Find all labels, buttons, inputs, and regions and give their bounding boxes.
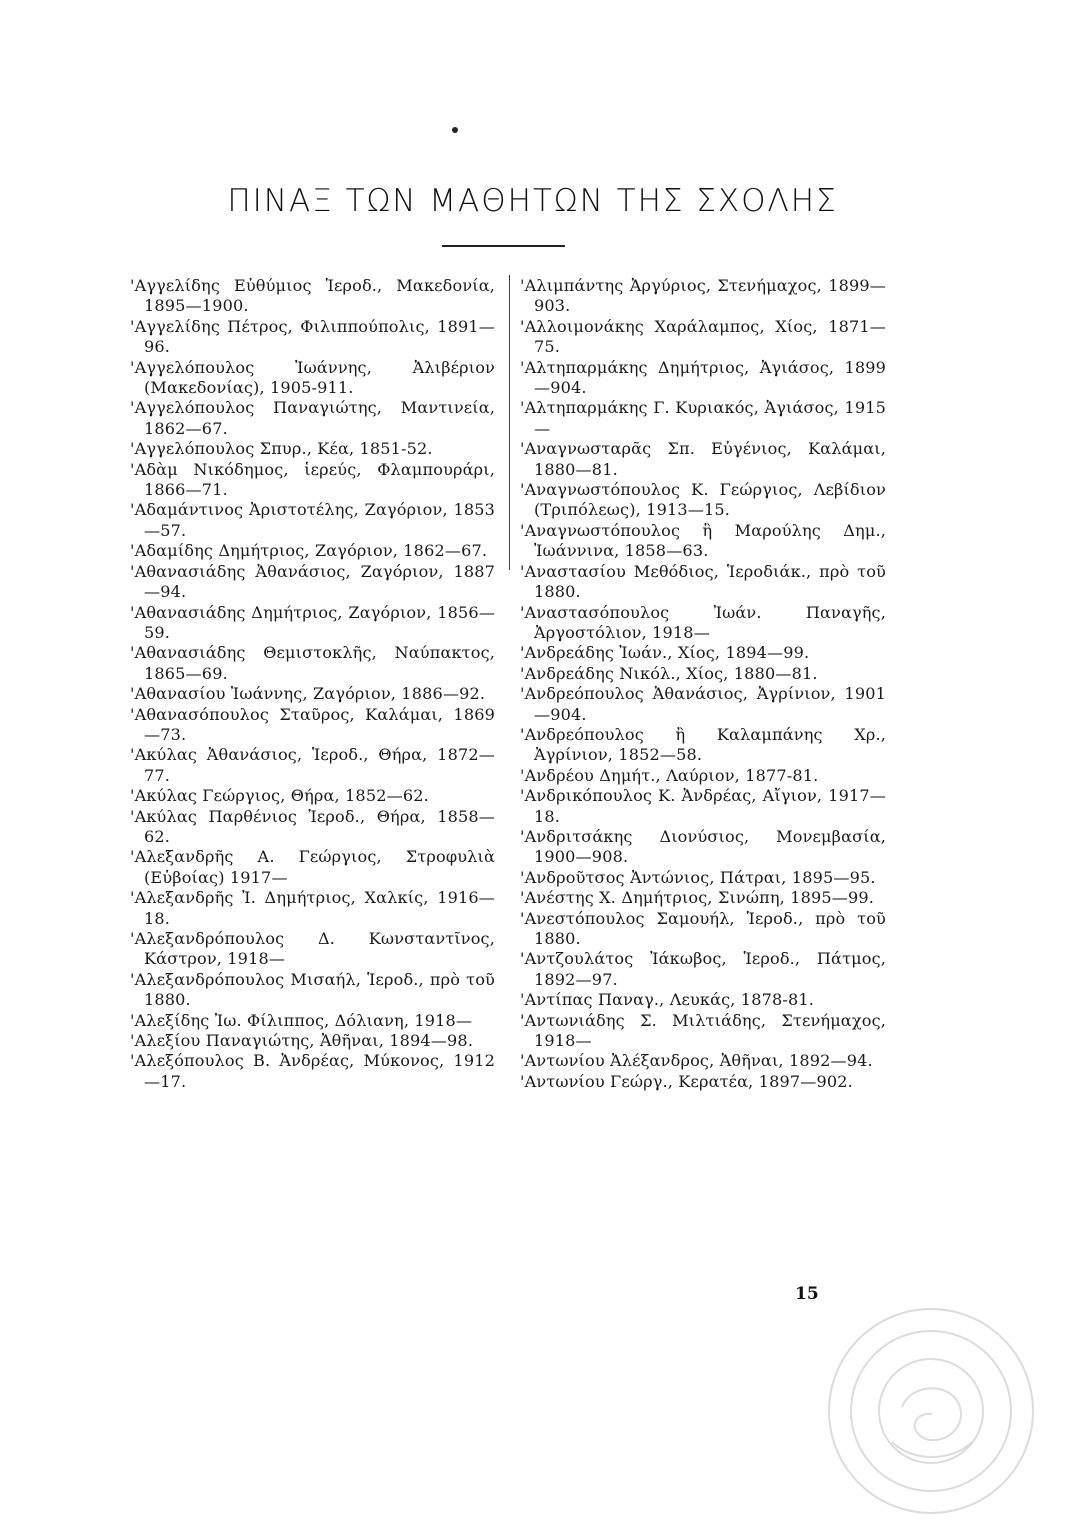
left-column-entry: 'Αδαμάντινος Ἀριστοτέλης, Ζαγόριον, 1853—57.	[130, 500, 495, 540]
right-column-entry: 'Αντωνίου Γεώργ., Κερατέα, 1897—902.	[520, 1071, 853, 1091]
left-column-entry: 'Αγγελόπουλος Σπυρ., Κέα, 1851-52.	[130, 439, 433, 459]
left-column-entry: 'Αγγελίδης Εὐθύμιος Ἱεροδ., Μακεδονία, 1895—1900.	[130, 276, 495, 316]
right-column-entry: 'Ανδροῦτσος Ἀντώνιος, Πάτραι, 1895—95.	[520, 867, 876, 887]
left-column-entry: 'Αλεξόπουλος Β. Ἀνδρέας, Μύκονος, 1912—17.	[130, 1051, 495, 1091]
ink-dot	[452, 127, 458, 133]
left-column-entry: 'Αλεξανδρῆς Ἰ. Δημήτριος, Χαλκίς, 1916—18.	[130, 888, 495, 928]
left-column-entry: 'Αθανασιάδης Δημήτριος, Ζαγόριον, 1856—59.	[130, 602, 495, 642]
right-column-entry: 'Ανδρέου Δημήτ., Λαύριον, 1877-81.	[520, 765, 819, 785]
left-column-entry: 'Αθανασιάδης Ἀθανάσιος, Ζαγόριον, 1887—94.	[130, 561, 495, 602]
left-column-entry: 'Αλεξίου Παναγιώτης, Ἀθῆναι, 1894—98.	[130, 1031, 474, 1051]
left-column-entry: 'Αθανασόπουλος Σταῦρος, Καλάμαι, 1869—73.	[130, 704, 495, 744]
page-title: ΠΙΝΑΞ ΤΩΝ ΜΑΘΗΤΩΝ ΤΗΣ ΣΧΟΛΗΣ	[227, 183, 838, 219]
right-column-entry: 'Ανδρεόπουλος Ἀθανάσιος, Ἀγρίνιον, 1901—904.	[520, 684, 886, 724]
right-column-entry: 'Ανεστόπουλος Σαμουήλ, Ἱεροδ., πρὸ τοῦ 1880.	[520, 908, 886, 948]
right-column-entry: 'Ανέστης Χ. Δημήτριος, Σινώπη, 1895—99.	[520, 888, 875, 908]
right-column-entry: 'Ανδρεάδης Ἰωάν., Χίος, 1894—99.	[520, 643, 810, 663]
right-column-entry: 'Ανδρεάδης Νικόλ., Χίος, 1880—81.	[520, 663, 818, 683]
right-column-entry: 'Αντωνιάδης Σ. Μιλτιάδης, Στενήμαχος, 1918—	[520, 1010, 886, 1051]
left-column-entry: 'Αγγελίδης Πέτρος, Φιλιππούπολις, 1891—96.	[130, 316, 495, 357]
left-column-entry: 'Αλεξανδρόπουλος Δ. Κωνσταντῖνος, Κάστρον, 1918—	[130, 929, 495, 969]
right-column-entry: 'Αναγνωστόπουλος Κ. Γεώργιος, Λεβίδιον (Τριπόλεως), 1913—15.	[520, 480, 886, 520]
left-column-entry: 'Ακύλας Γεώργιος, Θήρα, 1852—62.	[130, 786, 429, 806]
left-column-entry: 'Αθανασιάδης Θεμιστοκλῆς, Ναύπακτος, 1865—69.	[130, 643, 495, 683]
right-column-entry: 'Ανδρικόπουλος Κ. Ἀνδρέας, Αἴγιον, 1917—18.	[520, 786, 886, 826]
right-column-entry: 'Αλλοιμονάκης Χαράλαμπος, Χίος, 1871—75.	[520, 316, 886, 357]
right-column-entry: 'Ανδρεόπουλος ἢ Καλαμπάνης Χρ., Ἀγρίνιον, 1852—58.	[520, 724, 886, 765]
right-column-entry: 'Αναγνωστόπουλος ἢ Μαρούλης Δημ., Ἰωάννινα, 1858—63.	[520, 520, 886, 561]
university-seal-watermark	[822, 1302, 1040, 1520]
left-column-entry: 'Ακύλας Παρθένιος Ἱεροδ., Θήρα, 1858—62.	[130, 806, 495, 846]
right-column-entry: 'Αντζουλάτος Ἰάκωβος, Ἱεροδ., Πάτμος, 1892—97.	[520, 949, 886, 989]
left-column-entry: 'Αλεξανδρόπουλος Μισαήλ, Ἱεροδ., πρὸ τοῦ 1880.	[130, 969, 495, 1010]
left-column-entry: 'Αδὰμ Νικόδημος, ἱερεύς, Φλαμπουράρι, 1866—71.	[130, 459, 495, 500]
right-column-entry: 'Αλιμπάντης Ἀργύριος, Στενήμαχος, 1899—903.	[520, 276, 886, 316]
left-column-entry: 'Ακύλας Ἀθανάσιος, Ἱεροδ., Θήρα, 1872—77.	[130, 745, 495, 785]
right-column-entry: 'Αντωνίου Ἀλέξανδρος, Ἀθῆναι, 1892—94.	[520, 1051, 873, 1071]
left-column	[130, 276, 495, 1092]
left-column-entry: 'Αγγελόπουλος Ἰωάννης, Ἀλιβέριον (Μακεδονίας), 1905-911.	[130, 357, 495, 398]
right-column-entry: 'Αλτηπαρμάκης Δημήτριος, Ἀγιάσος, 1899—904.	[520, 357, 886, 398]
right-column-entry: 'Ανδριτσάκης Διονύσιος, Μονεμβασία, 1900—908.	[520, 826, 886, 867]
left-column-entry: 'Αγγελόπουλος Παναγιώτης, Μαντινεία, 1862—67.	[130, 398, 495, 438]
right-column-entry: 'Αναστασίου Μεθόδιος, Ἱεροδιάκ., πρὸ τοῦ 1880.	[520, 561, 886, 602]
right-column-entry: 'Αλτηπαρμάκης Γ. Κυριακός, Ἀγιάσος, 1915—	[520, 398, 886, 438]
right-column-entry: 'Αναγνωσταρᾶς Σπ. Εὐγένιος, Καλάμαι, 1880—81.	[520, 439, 886, 479]
left-column-entry: 'Αλεξανδρῆς Α. Γεώργιος, Στροφυλιὰ (Εὐβοίας) 1917—	[130, 847, 495, 887]
column-divider	[509, 275, 510, 570]
left-column-entry: 'Αδαμίδης Δημήτριος, Ζαγόριον, 1862—67.	[130, 541, 488, 561]
title-rule	[442, 245, 565, 247]
left-column-entry: 'Αθανασίου Ἰωάννης, Ζαγόριον, 1886—92.	[130, 684, 486, 704]
right-column-entry: 'Αντίπας Παναγ., Λευκάς, 1878-81.	[520, 990, 814, 1010]
right-column	[520, 276, 886, 1092]
right-column-entry: 'Αναστασόπουλος Ἰωάν. Παναγῆς, Ἀργοστόλιον, 1918—	[520, 602, 886, 642]
left-column-entry: 'Αλεξίδης Ἰω. Φίλιππος, Δόλιανη, 1918—	[130, 1010, 473, 1030]
page-number: 15	[795, 1284, 819, 1304]
